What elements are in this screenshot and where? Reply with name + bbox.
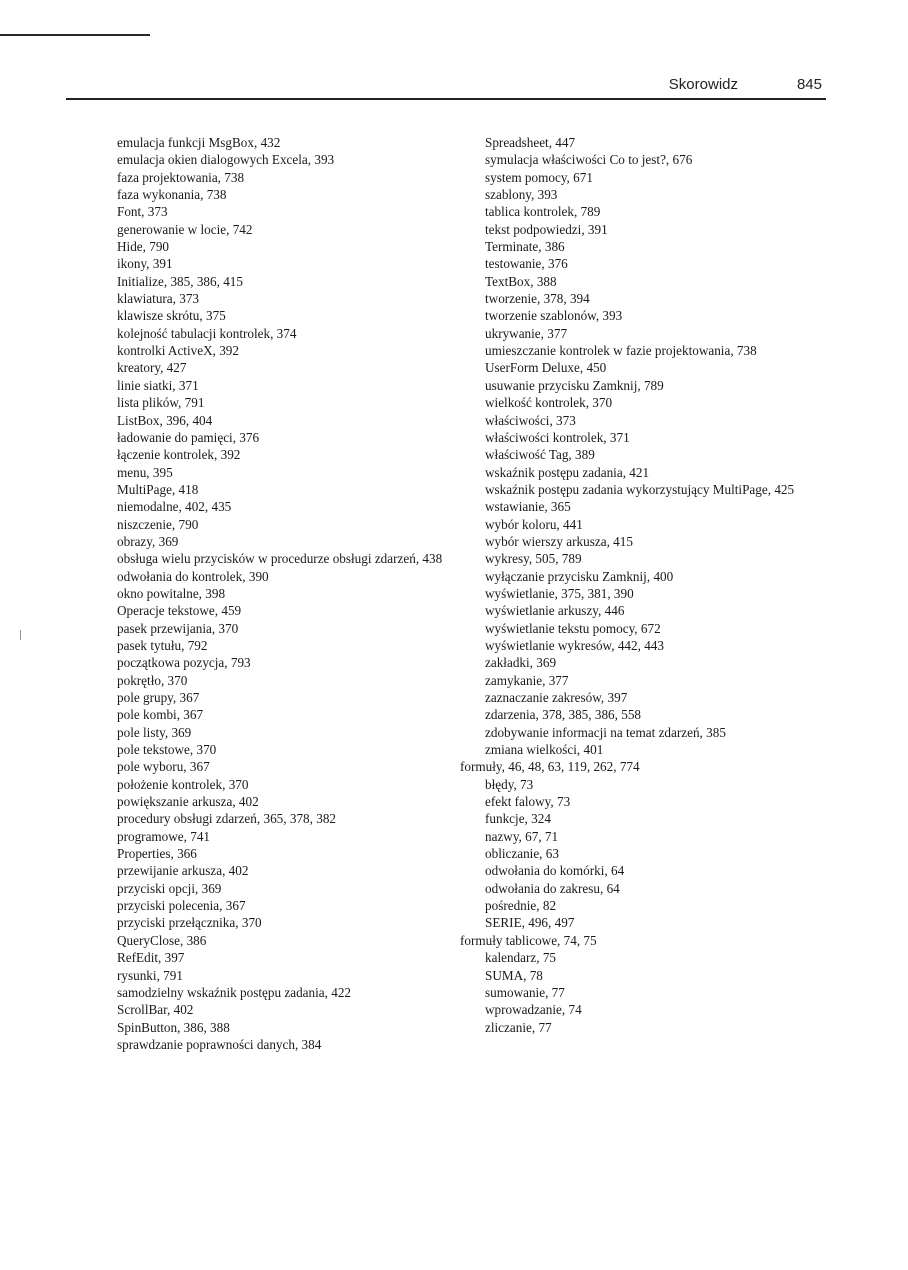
index-subentry: pole listy, 369	[117, 724, 192, 740]
index-subentry: błędy, 73	[485, 776, 534, 792]
index-subentry: RefEdit, 397	[117, 950, 185, 966]
index-subentry: rysunki, 791	[117, 967, 183, 983]
index-subentry: szablony, 393	[485, 187, 558, 203]
index-subentry: ładowanie do pamięci, 376	[117, 429, 260, 445]
index-subentry: wyświetlanie tekstu pomocy, 672	[485, 620, 661, 636]
index-subentry: linie siatki, 371	[117, 377, 199, 393]
index-subentry: generowanie w locie, 742	[117, 221, 253, 237]
index-subentry: pole tekstowe, 370	[117, 742, 217, 758]
index-subentry: tekst podpowiedzi, 391	[485, 221, 608, 237]
index-subentry: wyświetlanie arkuszy, 446	[485, 603, 625, 619]
index-subentry: pole grupy, 367	[117, 690, 200, 705]
index-subentry: wybór koloru, 441	[485, 516, 583, 532]
index-subentry: samodzielny wskaźnik postępu zadania, 422	[117, 984, 352, 1000]
index-subentry: MultiPage, 418	[117, 481, 199, 497]
index-subentry: SERIE, 496, 497	[485, 915, 575, 931]
index-subentry: wskaźnik postępu zadania wykorzystujący MultiPage, 425	[485, 481, 795, 497]
index-subentry: Font, 373	[117, 204, 168, 220]
index-subentry: testowanie, 376	[485, 256, 568, 272]
index-subentry: wprowadzanie, 74	[485, 1002, 582, 1018]
index-subentry: pole wyboru, 367	[117, 759, 210, 775]
index-subentry: wykresy, 505, 789	[485, 551, 582, 567]
index-subentry: emulacja okien dialogowych Excela, 393	[117, 152, 335, 168]
index-subentry: kalendarz, 75	[485, 950, 557, 966]
index-subentry: Hide, 790	[117, 239, 170, 255]
index-subentry: pasek tytułu, 792	[117, 637, 208, 653]
index-subentry: początkowa pozycja, 793	[117, 655, 251, 671]
index-subentry: łączenie kontrolek, 392	[117, 447, 241, 463]
index-subentry: klawiatura, 373	[117, 291, 200, 307]
index-subentry: emulacja funkcji MsgBox, 432	[117, 135, 281, 150]
running-header	[66, 70, 828, 96]
index-subentry: przyciski przełącznika, 370	[117, 915, 262, 931]
index-subentry: odwołania do kontrolek, 390	[117, 568, 269, 584]
scan-mark	[20, 630, 21, 640]
index-subentry: niszczenie, 790	[117, 516, 199, 532]
index-subentry: ScrollBar, 402	[117, 1002, 194, 1018]
index-subentry: zamykanie, 377	[485, 672, 569, 688]
index-subentry: klawisze skrótu, 375	[117, 308, 226, 324]
index-subentry: ListBox, 396, 404	[117, 412, 213, 428]
index-subentry: Terminate, 386	[485, 239, 565, 255]
index-subentry: kreatory, 427	[117, 360, 187, 376]
index-subentry: tablica kontrolek, 789	[485, 204, 601, 220]
index-subentry: ikony, 391	[117, 256, 173, 272]
index-subentry: usuwanie przycisku Zamknij, 789	[485, 377, 664, 393]
index-subentry: lista plików, 791	[117, 395, 205, 411]
index-subentry: wstawianie, 365	[485, 499, 571, 515]
index-subentry: programowe, 741	[117, 828, 211, 844]
index-subentry: obsługa wielu przycisków w procedurze obsługi zdarzeń, 438	[117, 551, 443, 567]
index-subentry: zaznaczanie zakresów, 397	[485, 690, 628, 705]
index-subentry: wybór wierszy arkusza, 415	[485, 533, 633, 549]
header-title: Skorowidz	[668, 76, 738, 93]
index-subentry: pokrętło, 370	[117, 672, 188, 688]
index-subentry: położenie kontrolek, 370	[117, 776, 249, 792]
index-subentry: menu, 395	[117, 464, 173, 480]
index-subentry: system pomocy, 671	[485, 169, 593, 185]
index-subentry: faza projektowania, 738	[117, 169, 245, 185]
index-subentry: przewijanie arkusza, 402	[117, 863, 249, 879]
index-subentry: SpinButton, 386, 388	[117, 1019, 230, 1035]
index-subentry: nazwy, 67, 71	[485, 828, 559, 844]
index-subentry: pośrednie, 82	[485, 898, 557, 914]
index-main-entry: formuły, 46, 48, 63, 119, 262, 774	[460, 759, 640, 775]
index-subentry: przyciski opcji, 369	[117, 880, 222, 896]
index-subentry: pasek przewijania, 370	[117, 620, 239, 636]
index-subentry: zliczanie, 77	[485, 1019, 552, 1035]
index-column-left	[92, 134, 452, 1053]
index-subentry: wskaźnik postępu zadania, 421	[485, 464, 650, 480]
scan-edge-line	[0, 34, 150, 36]
index-subentry: okno powitalne, 398	[117, 585, 226, 601]
page-number: 845	[796, 76, 822, 93]
index-subentry: UserForm Deluxe, 450	[485, 360, 607, 376]
index-subentry: sumowanie, 77	[485, 984, 565, 1000]
index-column-right	[460, 134, 832, 1036]
index-subentry: funkcje, 324	[485, 811, 551, 827]
index-subentry: tworzenie szablonów, 393	[485, 308, 623, 324]
index-subentry: zmiana wielkości, 401	[485, 742, 604, 758]
index-subentry: TextBox, 388	[485, 273, 557, 289]
index-subentry: wyłączanie przycisku Zamknij, 400	[485, 568, 674, 584]
index-subentry: symulacja właściwości Co to jest?, 676	[485, 152, 693, 168]
index-subentry: powiększanie arkusza, 402	[117, 794, 259, 810]
index-main-entry: formuły tablicowe, 74, 75	[460, 932, 597, 948]
index-subentry: niemodalne, 402, 435	[117, 499, 232, 515]
index-subentry: Operacje tekstowe, 459	[117, 603, 242, 619]
index-subentry: kontrolki ActiveX, 392	[117, 343, 239, 359]
index-subentry: przyciski polecenia, 367	[117, 898, 246, 914]
index-subentry: procedury obsługi zdarzeń, 365, 378, 382	[117, 811, 337, 827]
index-subentry: zdarzenia, 378, 385, 386, 558	[485, 707, 642, 723]
index-subentry: zakładki, 369	[485, 655, 557, 671]
index-subentry: zdobywanie informacji na temat zdarzeń, 385	[485, 724, 726, 740]
index-subentry: wyświetlanie wykresów, 442, 443	[485, 637, 664, 653]
index-subentry: kolejność tabulacji kontrolek, 374	[117, 325, 297, 341]
index-subentry: Properties, 366	[117, 846, 197, 862]
index-subentry: odwołania do zakresu, 64	[485, 880, 620, 896]
index-subentry: ukrywanie, 377	[485, 325, 568, 341]
index-subentry: faza wykonania, 738	[117, 187, 227, 203]
header-rule	[66, 98, 826, 100]
index-subentry: efekt falowy, 73	[485, 794, 571, 810]
index-subentry: QueryClose, 386	[117, 932, 207, 948]
index-subentry: tworzenie, 378, 394	[485, 291, 590, 307]
index-subentry: odwołania do komórki, 64	[485, 863, 625, 879]
index-subentry: SUMA, 78	[485, 967, 543, 983]
index-subentry: wyświetlanie, 375, 381, 390	[485, 585, 634, 601]
index-subentry: właściwości kontrolek, 371	[485, 429, 630, 445]
index-subentry: wielkość kontrolek, 370	[485, 395, 613, 411]
index-subentry: Initialize, 385, 386, 415	[117, 273, 243, 289]
index-subentry: pole kombi, 367	[117, 707, 204, 723]
index-subentry: sprawdzanie poprawności danych, 384	[117, 1036, 322, 1052]
index-subentry: właściwość Tag, 389	[485, 447, 595, 463]
index-subentry: obliczanie, 63	[485, 846, 559, 862]
index-subentry: właściwości, 373	[485, 412, 576, 428]
index-subentry: obrazy, 369	[117, 533, 179, 549]
index-subentry: Spreadsheet, 447	[485, 135, 576, 150]
index-subentry: umieszczanie kontrolek w fazie projektowania, 738	[485, 343, 757, 359]
